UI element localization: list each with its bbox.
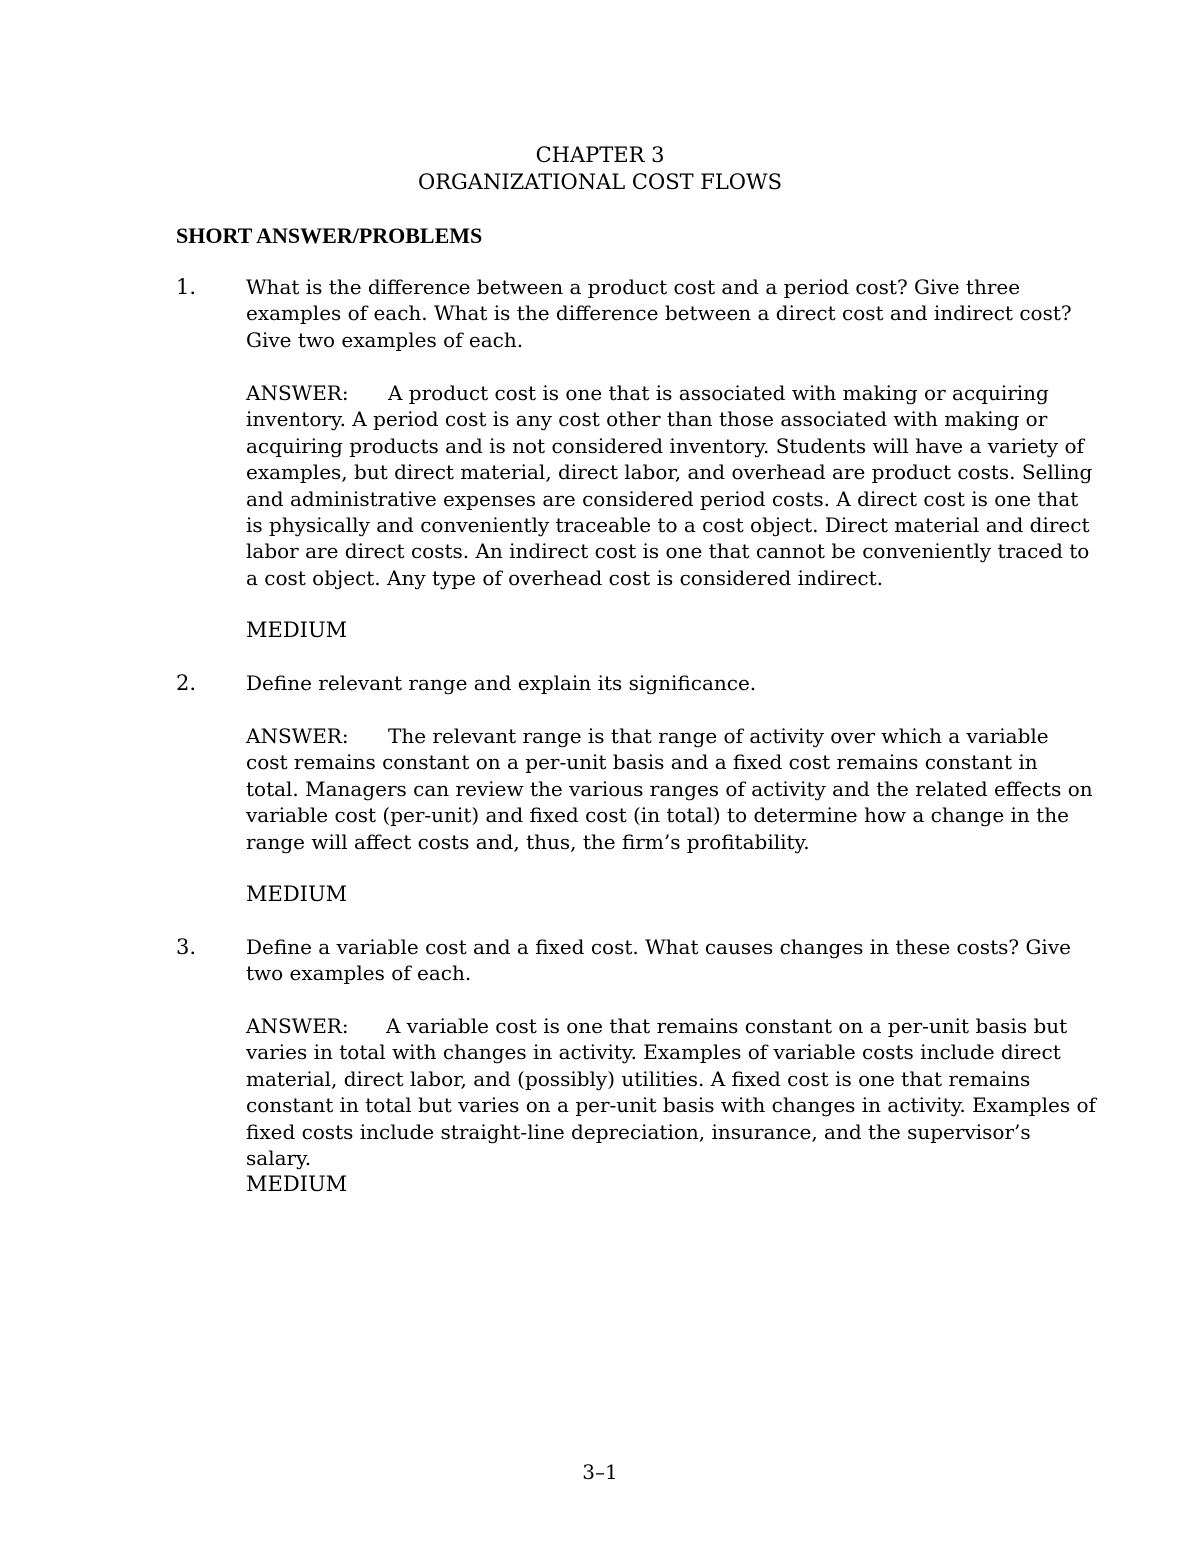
question-2-text: Define relevant range and explain its significance. — [246, 671, 757, 695]
chapter-title: ORGANIZATIONAL COST FLOWS — [418, 170, 782, 194]
chapter-number: CHAPTER 3 — [535, 143, 665, 167]
question-3-number: 3. — [176, 935, 197, 959]
answer-2-text: The relevant range is that range of activity over which a variable cost remains constant on a per-unit basis and a fixed cost remains constant in total. Managers can review the various ranges of activity and the related effects on variable cost (per-unit) and fixed cost (in total) to determine how a change in the range will affect costs and, thus, the firm’s profitability. — [246, 724, 1093, 854]
answer-1 — [246, 380, 1096, 591]
answer-2 — [246, 723, 1096, 855]
question-1-text: What is the difference between a product cost and a period cost? Give three examples of each. What is the difference between a direct cost and indirect cost? Give two examples of each. — [246, 275, 1072, 352]
question-3-difficulty: MEDIUM — [246, 1172, 348, 1196]
answer-label: ANSWER: — [246, 381, 349, 405]
question-2-number: 2. — [176, 671, 197, 695]
section-heading: SHORT ANSWER/PROBLEMS — [176, 223, 483, 248]
page-number: 3–1 — [582, 1460, 618, 1484]
answer-3 — [246, 1013, 1096, 1171]
answer-label: ANSWER: — [246, 1014, 349, 1038]
answer-1-text: A product cost is one that is associated with making or acquiring inventory. A period cost is any cost other than those associated with making or acquiring products and is not considered inventory. Students will have a variety of examples, but direct material, direct labor, and overhead are product costs. Selling and administrative expenses are considered period costs. A direct cost is one that is physically and conveniently traceable to a cost object. Direct material and direct labor are direct costs. An indirect cost is one that cannot be conveniently traced to a cost object. Any type of overhead cost is considered indirect. — [246, 381, 1093, 590]
question-2-difficulty: MEDIUM — [246, 882, 348, 906]
question-1-number: 1. — [176, 275, 197, 299]
question-3-text: Define a variable cost and a fixed cost. What causes changes in these costs? Give two examples of each. — [246, 935, 1071, 986]
answer-3-text: A variable cost is one that remains constant on a per-unit basis but varies in total with changes in activity. Examples of variable costs include direct material, direct labor, and (possibly) utilities. A fixed cost is one that remains constant in total but varies on a per-unit basis with changes in activity. Examples of fixed costs include straight-line depreciation, insurance, and the supervisor’s salary. — [246, 1014, 1096, 1171]
question-1-difficulty: MEDIUM — [246, 618, 348, 642]
answer-label: ANSWER: — [246, 724, 349, 748]
